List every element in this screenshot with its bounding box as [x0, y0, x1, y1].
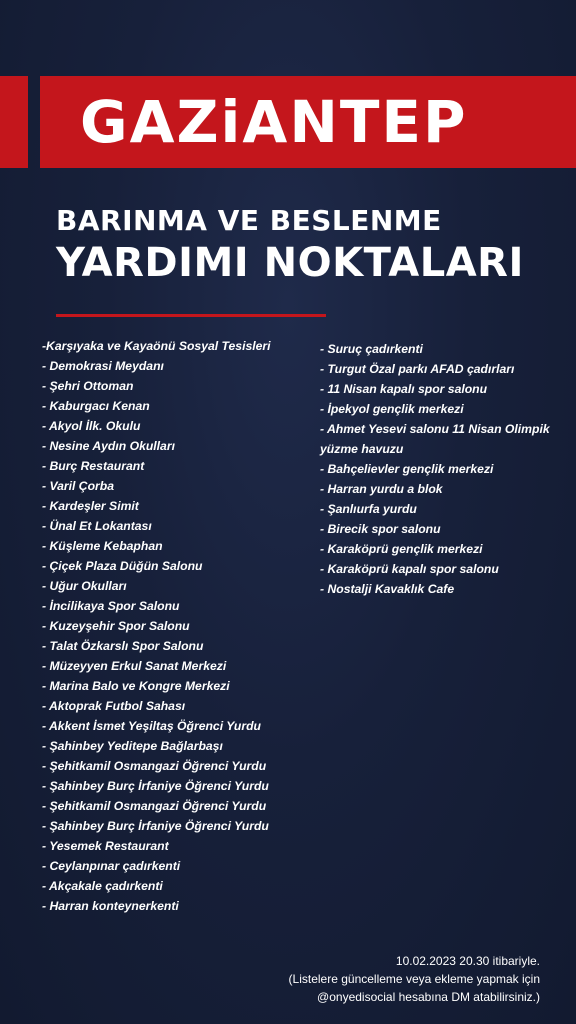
location-item: - Demokrasi Meydanı [42, 359, 164, 373]
footer-date: 10.02.2023 20.30 itibariyle. [395, 954, 540, 968]
location-item: - 11 Nisan kapalı spor salonu [320, 382, 488, 396]
location-item: - Akkent İsmet Yeşiltaş Öğrenci Yurdu [42, 719, 261, 733]
location-item: - Küşleme Kebaphan [42, 539, 163, 553]
location-item: - Turgut Özal parkı AFAD çadırları [320, 362, 515, 376]
title-banner [40, 76, 576, 168]
location-item: - Talat Özkarslı Spor Salonu [42, 639, 204, 653]
subtitle-line-1: BARINMA VE BESLENME [56, 204, 442, 237]
accent-bar-left [0, 76, 28, 168]
location-list-right [320, 339, 570, 599]
location-list-left [42, 336, 314, 916]
location-item: - Şehitkamil Osmangazi Öğrenci Yurdu [42, 759, 267, 773]
location-item: - Şahinbey Burç İrfaniye Öğrenci Yurdu [42, 819, 269, 833]
subtitle-line-2: YARDIMI NOKTALARI [56, 240, 524, 286]
location-item: - Şahinbey Burç İrfaniye Öğrenci Yurdu [42, 779, 269, 793]
location-item: - Harran konteynerkenti [42, 899, 179, 913]
location-item: - Şahinbey Yeditepe Bağlarbaşı [42, 739, 223, 753]
location-item: - Harran yurdu a blok [320, 482, 443, 496]
location-item: - Nesine Aydın Okulları [42, 439, 175, 453]
location-item: - Nostalji Kavaklık Cafe [320, 582, 455, 596]
location-item: - İncilikaya Spor Salonu [42, 599, 180, 613]
location-item: - Birecik spor salonu [320, 522, 441, 536]
location-item: - Kuzeyşehir Spor Salonu [42, 619, 190, 633]
location-item: - Ünal Et Lokantası [42, 519, 152, 533]
location-item: - Ahmet Yesevi salonu 11 Nisan Olimpik yüzme havuzu [320, 422, 550, 456]
location-item: - Akyol İlk. Okulu [42, 419, 141, 433]
location-item: - Uğur Okulları [42, 579, 127, 593]
footer-note-line-1: (Listelere güncelleme veya ekleme yapmak için [288, 972, 540, 986]
location-item: - İpekyol gençlik merkezi [320, 402, 464, 416]
location-item: - Kaburgacı Kenan [42, 399, 150, 413]
footer-note [289, 952, 540, 1006]
location-item: - Aktoprak Futbol Sahası [42, 699, 186, 713]
footer-note-line-2: @onyedisocial hesabına DM atabilirsiniz.) [317, 990, 540, 1004]
location-item: - Bahçelievler gençlik merkezi [320, 462, 494, 476]
location-item: - Şanlıurfa yurdu [320, 502, 417, 516]
city-title: GAZiANTEP [80, 88, 468, 156]
location-item: - Marina Balo ve Kongre Merkezi [42, 679, 230, 693]
location-item: - Akçakale çadırkenti [42, 879, 163, 893]
location-item: - Kardeşler Simit [42, 499, 139, 513]
location-item: - Karaköprü gençlik merkezi [320, 542, 483, 556]
location-item: - Ceylanpınar çadırkenti [42, 859, 181, 873]
location-item: - Suruç çadırkenti [320, 342, 423, 356]
location-item: - Çiçek Plaza Düğün Salonu [42, 559, 203, 573]
location-item: - Müzeyyen Erkul Sanat Merkezi [42, 659, 227, 673]
location-item: - Şehitkamil Osmangazi Öğrenci Yurdu [42, 799, 267, 813]
location-item: - Şehri Ottoman [42, 379, 134, 393]
location-item: - Varil Çorba [42, 479, 115, 493]
location-item: - Karaköprü kapalı spor salonu [320, 562, 499, 576]
location-item: -Karşıyaka ve Kayaönü Sosyal Tesisleri [42, 339, 271, 353]
title-divider [56, 314, 326, 317]
location-item: - Yesemek Restaurant [42, 839, 169, 853]
location-item: - Burç Restaurant [42, 459, 145, 473]
